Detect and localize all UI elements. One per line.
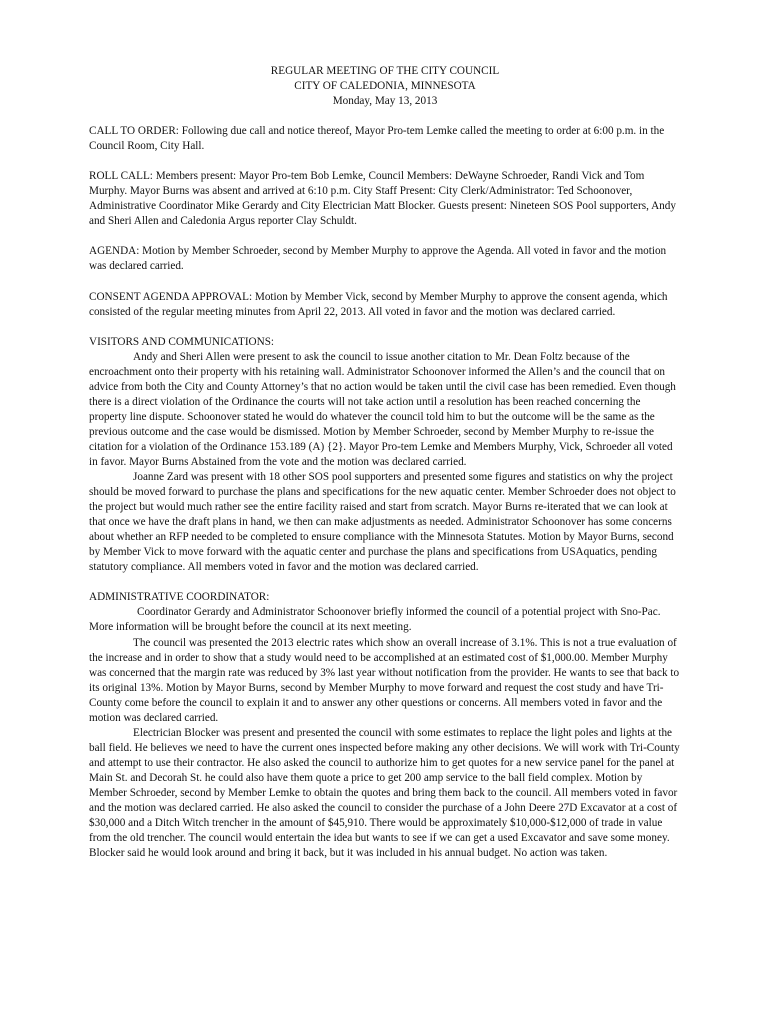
visitors-section (89, 335, 681, 576)
document-page (89, 64, 681, 876)
document-header (89, 64, 681, 109)
admin-paragraph-electric-rates: The council was presented the 2013 electric rates which show an overall increase of 3.1%. This is not a true evaluation of the increase and in order to show that a study would need to be accomplished at an estimated cost of $1,000.00. Member Murphy was concerned that the margin rate was reduced by 3% last year without notification from the provider. He wants to see that back to its original 13%. Motion by Mayor Burns, second by Member Murphy to move forward and request the cost study and have Tri-County come before the council to explain it and to answer any other questions or concerns. All members voted in favor and the motion was declared carried. (89, 636, 680, 724)
agenda-paragraph: AGENDA: Motion by Member Schroeder, second by Member Murphy to approve the Agenda. All voted in favor and the motion was declared carried. (89, 245, 667, 273)
call-to-order-paragraph: CALL TO ORDER: Following due call and notice thereof, Mayor Pro-tem Lemke called the meeting to order at 6:00 p.m. in the Council Room, City Hall. (89, 125, 665, 153)
meeting-date: Monday, May 13, 2013 (332, 95, 438, 108)
admin-paragraph-electrician: Electrician Blocker was present and presented the council with some estimates to replace the light poles and lights at the ball field. He believes we need to have the current ones inspected before making any other decisions. We will work with Tri-County and attempt to use their contractor. He also asked the council to authorize him to get quotes for a new service panel for the panel at Main St. and Decorah St. he could also have them quote a price to get 200 amp service to the ball field complex. Motion by Member Schroeder, second by Member Lemke to obtain the quotes and bring them back to the council. All members voted in favor and the motion was declared carried. He also asked the council to consider the purchase of a John Deere 27D Excavator at a cost of $30,000 and a Ditch Witch trencher in the amount of $45,910. There would be approximately $10,000-$12,000 of trade in value from the old trencher. The council would entertain the idea but wants to see if we can get a used Excavator and save some money. Blocker said he would look around and bring it back, but it was included in his annual budget. No action was taken. (89, 726, 680, 860)
roll-call-paragraph: ROLL CALL: Members present: Mayor Pro-tem Bob Lemke, Council Members: DeWayne Schroeder, Randi Vick and Tom Murphy. Mayor Burns was absent and arrived at 6:10 p.m. City Staff Present: City Clerk/Administrator: Ted Schoonover, Administrative Coordinator Mike Gerardy and City Electrician Matt Blocker. Guests present: Nineteen SOS Pool supporters, Andy and Sheri Allen and Caledonia Argus reporter Clay Schuldt. (89, 170, 676, 228)
city-name: CITY OF CALEDONIA, MINNESOTA (294, 80, 476, 93)
consent-agenda-paragraph: CONSENT AGENDA APPROVAL: Motion by Member Vick, second by Member Murphy to approve the consent agenda, which consisted of the regular meeting minutes from April 22, 2013. All voted in favor and the motion was declared carried. (89, 290, 668, 318)
visitors-heading: VISITORS AND COMMUNICATIONS: (89, 335, 275, 348)
meeting-title: REGULAR MEETING OF THE CITY COUNCIL (270, 65, 500, 77)
visitors-paragraph-allen: Andy and Sheri Allen were present to ask the council to issue another citation to Mr. Dean Foltz because of the encroachment onto their property with his retaining wall. Administrator Schoonover informed the Allen’s and the council that on advice from both the City and County Attorney’s that no action would be taken until the civil case has been remedied. Even though there is a direct violation of the Ordinance the courts will not take action until a resolution has been reached concerning the property line dispute. Schoonover stated he would do whatever the council told him to but the outcome will be the same as the previous outcome and the case would be dismissed. Motion by Member Schroeder, second by Member Murphy to re-issue the citation for a violation of the Ordinance 153.189 (A) {2}. Mayor Pro-tem Lemke and Members Murphy, Vick, Schroeder all voted in favor. Mayor Burns Abstained from the vote and the motion was declared carried. (89, 350, 676, 468)
admin-paragraph-sno-pac: Coordinator Gerardy and Administrator Schoonover briefly informed the council of a potential project with Sno-Pac. More information will be brought before the council at its next meeting. (89, 606, 661, 634)
admin-coordinator-section (89, 590, 681, 861)
admin-coordinator-heading: ADMINISTRATIVE COORDINATOR: (89, 591, 270, 604)
visitors-paragraph-zard: Joanne Zard was present with 18 other SOS pool supporters and presented some figures and statistics on why the project should be moved forward to purchase the plans and specifications for the new aquatic center. Member Schroeder does not object to the project but would much rather see the entire facility raised and start from scratch. Mayor Burns re-iterated that we can look at that once we have the draft plans in hand, we then can make adjustments as needed. Administrator Schoonover has some concerns about whether an RFP needed to be completed to ensure compliance with the Minnesota Statutes. Motion by Mayor Burns, second by Member Vick to move forward with the aquatic center and purchase the plans and specifications from USAquatics, pending statutory compliance. All members voted in favor and the motion was declared carried. (89, 471, 676, 574)
